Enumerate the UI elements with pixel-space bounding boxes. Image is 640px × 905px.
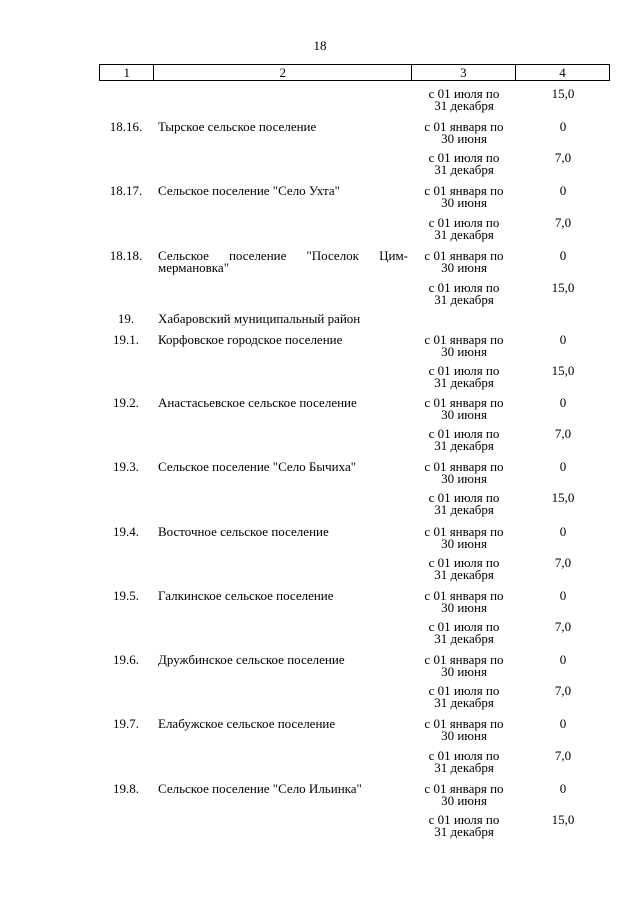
period-cell — [412, 588, 516, 619]
period-cell — [412, 619, 516, 652]
period-line-1: с 01 января по — [424, 781, 504, 796]
row-number — [99, 812, 153, 845]
settlement-name — [153, 748, 412, 781]
period-line-2: 31 декабря — [434, 375, 494, 390]
period-line-1: с 01 января по — [424, 248, 504, 263]
row-number — [99, 748, 153, 781]
period-cell — [412, 248, 516, 280]
settlement-name — [153, 86, 412, 119]
row-number — [99, 363, 153, 395]
period-line-2: 31 декабря — [434, 162, 494, 177]
period-line-1: с 01 июля по — [428, 619, 500, 634]
table-row — [99, 150, 610, 183]
period-cell — [412, 311, 516, 332]
rate-value: 15,0 — [551, 86, 575, 101]
row-number — [99, 490, 153, 524]
rate-value: 7,0 — [554, 683, 572, 698]
table-row — [99, 748, 610, 781]
period-line-2: 30 июня — [441, 471, 487, 486]
rate-value: 15,0 — [551, 363, 575, 378]
table-row — [99, 395, 610, 426]
rate-value: 7,0 — [554, 619, 572, 634]
table-row — [99, 619, 610, 652]
period-line-1: с 01 июля по — [428, 363, 500, 378]
row-number — [99, 150, 153, 183]
table-row — [99, 588, 610, 619]
header-col-2: 2 — [153, 65, 410, 80]
period-line-1: с 01 января по — [424, 119, 504, 134]
table-row — [99, 555, 610, 588]
period-cell — [412, 459, 516, 490]
period-line-2: 30 июня — [441, 600, 487, 615]
period-line-2: 30 июня — [441, 260, 487, 275]
period-line-2: 30 июня — [441, 728, 487, 743]
table-row — [99, 119, 610, 150]
settlement-name: Сельское поселение "Село Ухта" — [158, 183, 340, 198]
period-line-2: 30 июня — [441, 536, 487, 551]
settlement-name — [153, 426, 412, 459]
period-line-2: 31 декабря — [434, 824, 494, 839]
period-cell — [412, 748, 516, 781]
table-row — [99, 280, 610, 311]
period-line-2: 31 декабря — [434, 98, 494, 113]
rate-value: 0 — [559, 716, 567, 731]
period-line-1: с 01 января по — [424, 395, 504, 410]
period-cell — [412, 490, 516, 524]
row-number: 19. — [117, 311, 135, 326]
settlement-name — [153, 619, 412, 652]
period-line-2: 30 июня — [441, 195, 487, 210]
row-number: 19.1. — [113, 332, 139, 347]
row-number: 19.3. — [113, 459, 139, 474]
rate-value: 0 — [559, 332, 567, 347]
row-number — [99, 619, 153, 652]
table-row — [99, 311, 610, 332]
period-cell — [412, 150, 516, 183]
rate-value: 0 — [559, 781, 567, 796]
period-line-2: 31 декабря — [434, 227, 494, 242]
rate-value: 0 — [559, 183, 567, 198]
period-cell — [412, 332, 516, 363]
period-line-1: с 01 января по — [424, 652, 504, 667]
table-row — [99, 363, 610, 395]
period-cell — [412, 426, 516, 459]
header-col-4: 4 — [515, 65, 609, 80]
rate-value: 0 — [559, 524, 567, 539]
table-row — [99, 332, 610, 363]
row-number: 19.2. — [113, 395, 139, 410]
period-line-1: с 01 июля по — [428, 812, 500, 827]
rate-value: 7,0 — [554, 748, 572, 763]
rate-value: 15,0 — [551, 280, 575, 295]
settlement-name — [153, 683, 412, 716]
row-number — [99, 426, 153, 459]
table-row — [99, 716, 610, 748]
table-row — [99, 248, 610, 280]
period-line-1: с 01 июля по — [428, 490, 500, 505]
period-line-2: 30 июня — [441, 793, 487, 808]
row-number: 19.7. — [113, 716, 139, 731]
period-line-2: 31 декабря — [434, 760, 494, 775]
table-row — [99, 86, 610, 119]
period-cell — [412, 183, 516, 215]
settlement-name — [153, 363, 412, 395]
period-line-2: 30 июня — [441, 344, 487, 359]
settlement-name: Галкинское сельское поселение — [158, 588, 334, 603]
table-row — [99, 215, 610, 248]
table-row — [99, 812, 610, 845]
period-cell — [412, 86, 516, 119]
settlement-name: Тырское сельское поселение — [158, 119, 317, 134]
table-row — [99, 683, 610, 716]
table-row — [99, 490, 610, 524]
period-line-2: 31 декабря — [434, 631, 494, 646]
period-cell — [412, 812, 516, 845]
rate-value: 0 — [559, 395, 567, 410]
rate-value: 0 — [559, 248, 567, 263]
period-line-2: 31 декабря — [434, 438, 494, 453]
settlement-name: Елабужское сельское поселение — [158, 716, 336, 731]
period-line-2: 30 июня — [441, 131, 487, 146]
period-line-1: с 01 июля по — [428, 150, 500, 165]
settlement-name: Хабаровский муниципальный район — [158, 311, 361, 326]
settlement-name: Корфовское городское поселение — [158, 332, 343, 347]
settlement-name: Сельское поселение "Село Бычиха" — [158, 459, 357, 474]
row-number: 19.8. — [113, 781, 139, 796]
settlement-name — [153, 490, 412, 524]
period-line-1: с 01 января по — [424, 524, 504, 539]
row-number: 19.4. — [113, 524, 139, 539]
period-line-2: 30 июня — [441, 407, 487, 422]
settlement-name — [153, 555, 412, 588]
table-row — [99, 524, 610, 555]
period-line-2: 31 декабря — [434, 292, 494, 307]
settlement-name — [153, 150, 412, 183]
table-row — [99, 426, 610, 459]
period-line-1: с 01 июля по — [428, 215, 500, 230]
period-cell — [412, 280, 516, 311]
period-line-1: с 01 июля по — [428, 280, 500, 295]
rate-value: 7,0 — [554, 150, 572, 165]
period-cell — [412, 683, 516, 716]
rate-value: 0 — [559, 119, 567, 134]
settlement-name: Сельское поселение "Поселок Цим-мермановка" — [158, 248, 408, 275]
period-cell — [412, 555, 516, 588]
table-row — [99, 781, 610, 812]
row-number: 18.16. — [109, 119, 143, 134]
row-number — [99, 280, 153, 311]
row-number — [99, 86, 153, 119]
period-cell — [412, 781, 516, 812]
period-cell — [412, 524, 516, 555]
rate-value: 15,0 — [551, 490, 575, 505]
period-line-2: 31 декабря — [434, 502, 494, 517]
row-number — [99, 683, 153, 716]
rate-value: 7,0 — [554, 555, 572, 570]
row-number — [99, 215, 153, 248]
table-row — [99, 459, 610, 490]
period-line-1: с 01 января по — [424, 459, 504, 474]
table-row — [99, 652, 610, 683]
row-number: 18.17. — [109, 183, 143, 198]
period-cell — [412, 716, 516, 748]
settlement-name: Сельское поселение "Село Ильинка" — [158, 781, 362, 796]
period-cell — [412, 119, 516, 150]
rate-value: 0 — [559, 459, 567, 474]
rates-table — [99, 64, 610, 839]
period-line-1: с 01 января по — [424, 588, 504, 603]
settlement-name — [153, 215, 412, 248]
table-row — [99, 183, 610, 215]
header-col-3: 3 — [411, 65, 515, 80]
rate-value: 15,0 — [551, 812, 575, 827]
row-number — [99, 555, 153, 588]
period-line-2: 31 декабря — [434, 567, 494, 582]
settlement-name: Анастасьевское сельское поселение — [158, 395, 357, 410]
period-cell — [412, 215, 516, 248]
period-line-1: с 01 июля по — [428, 555, 500, 570]
rate-value: 0 — [559, 652, 567, 667]
period-line-1: с 01 июля по — [428, 426, 500, 441]
page-number: 18 — [313, 38, 327, 53]
period-cell — [412, 652, 516, 683]
period-line-2: 30 июня — [441, 664, 487, 679]
settlement-name — [153, 812, 412, 845]
period-line-2: 31 декабря — [434, 695, 494, 710]
row-number: 18.18. — [109, 248, 143, 263]
period-line-1: с 01 января по — [424, 183, 504, 198]
settlement-name — [153, 280, 412, 311]
settlement-name: Дружбинское сельское поселение — [158, 652, 345, 667]
period-line-1: с 01 июля по — [428, 748, 500, 763]
row-number: 19.6. — [113, 652, 139, 667]
period-line-1: с 01 января по — [424, 716, 504, 731]
table-header-row — [99, 64, 610, 81]
rate-value: 0 — [559, 588, 567, 603]
settlement-name: Восточное сельское поселение — [158, 524, 329, 539]
period-line-1: с 01 июля по — [428, 683, 500, 698]
rate-value: 7,0 — [554, 215, 572, 230]
period-cell — [412, 363, 516, 395]
rate-value — [516, 311, 610, 332]
rate-value: 7,0 — [554, 426, 572, 441]
period-line-1: с 01 июля по — [428, 86, 500, 101]
period-line-1: с 01 января по — [424, 332, 504, 347]
period-cell — [412, 395, 516, 426]
row-number: 19.5. — [113, 588, 139, 603]
header-col-1: 1 — [123, 64, 130, 80]
